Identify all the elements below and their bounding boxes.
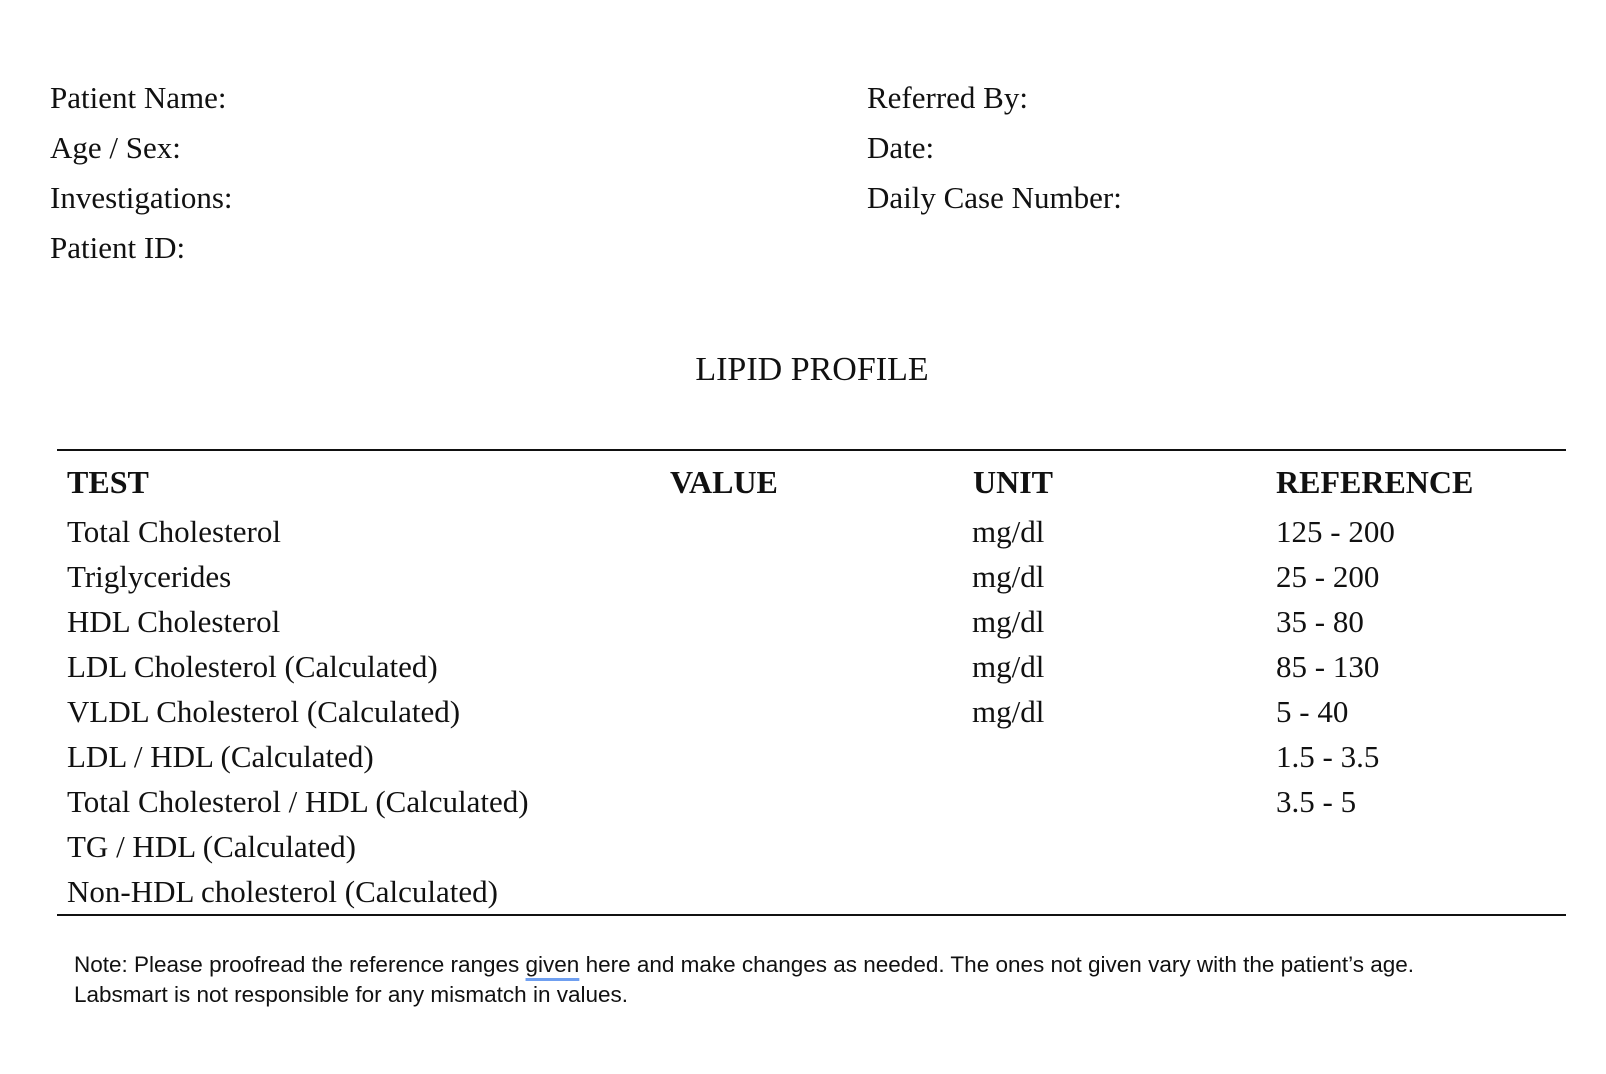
test-name: TG / HDL (Calculated) (67, 829, 356, 864)
test-name: LDL Cholesterol (Calculated) (67, 649, 438, 684)
note-text-end: here and make changes as needed. The ones not given vary with the patient’s age. Labsmart is not responsible for any mismatch in values. (74, 952, 1415, 1007)
test-name: Total Cholesterol (67, 514, 281, 549)
disclaimer-note (74, 950, 1514, 1010)
daily-case-number-label: Daily Case Number: (867, 180, 1122, 215)
test-reference: 35 - 80 (1276, 604, 1364, 639)
header-unit: UNIT (973, 464, 1054, 500)
test-unit: mg/dl (972, 514, 1045, 549)
spellcheck-flagged-word[interactable]: given (525, 952, 580, 977)
test-name: Total Cholesterol / HDL (Calculated) (67, 784, 529, 819)
test-name: Non-HDL cholesterol (Calculated) (67, 874, 498, 909)
test-reference: 85 - 130 (1276, 649, 1380, 684)
test-unit: mg/dl (972, 694, 1045, 729)
note-text-start: Note: Please proofread the reference ranges (74, 952, 526, 977)
test-name: LDL / HDL (Calculated) (67, 739, 374, 774)
table-bottom-rule (57, 914, 1566, 916)
patient-name-label: Patient Name: (50, 80, 227, 115)
test-reference: 3.5 - 5 (1276, 784, 1357, 819)
date-label: Date: (867, 130, 935, 165)
test-reference: 25 - 200 (1276, 559, 1380, 594)
test-name: Triglycerides (67, 559, 232, 594)
test-reference: 125 - 200 (1276, 514, 1395, 549)
table-top-rule (57, 449, 1566, 451)
test-unit: mg/dl (972, 559, 1045, 594)
test-reference: 1.5 - 3.5 (1276, 739, 1380, 774)
patient-id-label: Patient ID: (50, 230, 186, 265)
investigations-label: Investigations: (50, 180, 233, 215)
age-sex-label: Age / Sex: (50, 130, 181, 165)
test-reference: 5 - 40 (1276, 694, 1349, 729)
test-name: VLDL Cholesterol (Calculated) (67, 694, 461, 729)
report-title: LIPID PROFILE (695, 351, 929, 388)
test-unit: mg/dl (972, 649, 1045, 684)
header-value: VALUE (670, 464, 778, 500)
header-reference: REFERENCE (1276, 464, 1474, 500)
test-unit: mg/dl (972, 604, 1045, 639)
test-name: HDL Cholesterol (67, 604, 281, 639)
referred-by-label: Referred By: (867, 80, 1028, 115)
header-test: TEST (67, 464, 149, 500)
